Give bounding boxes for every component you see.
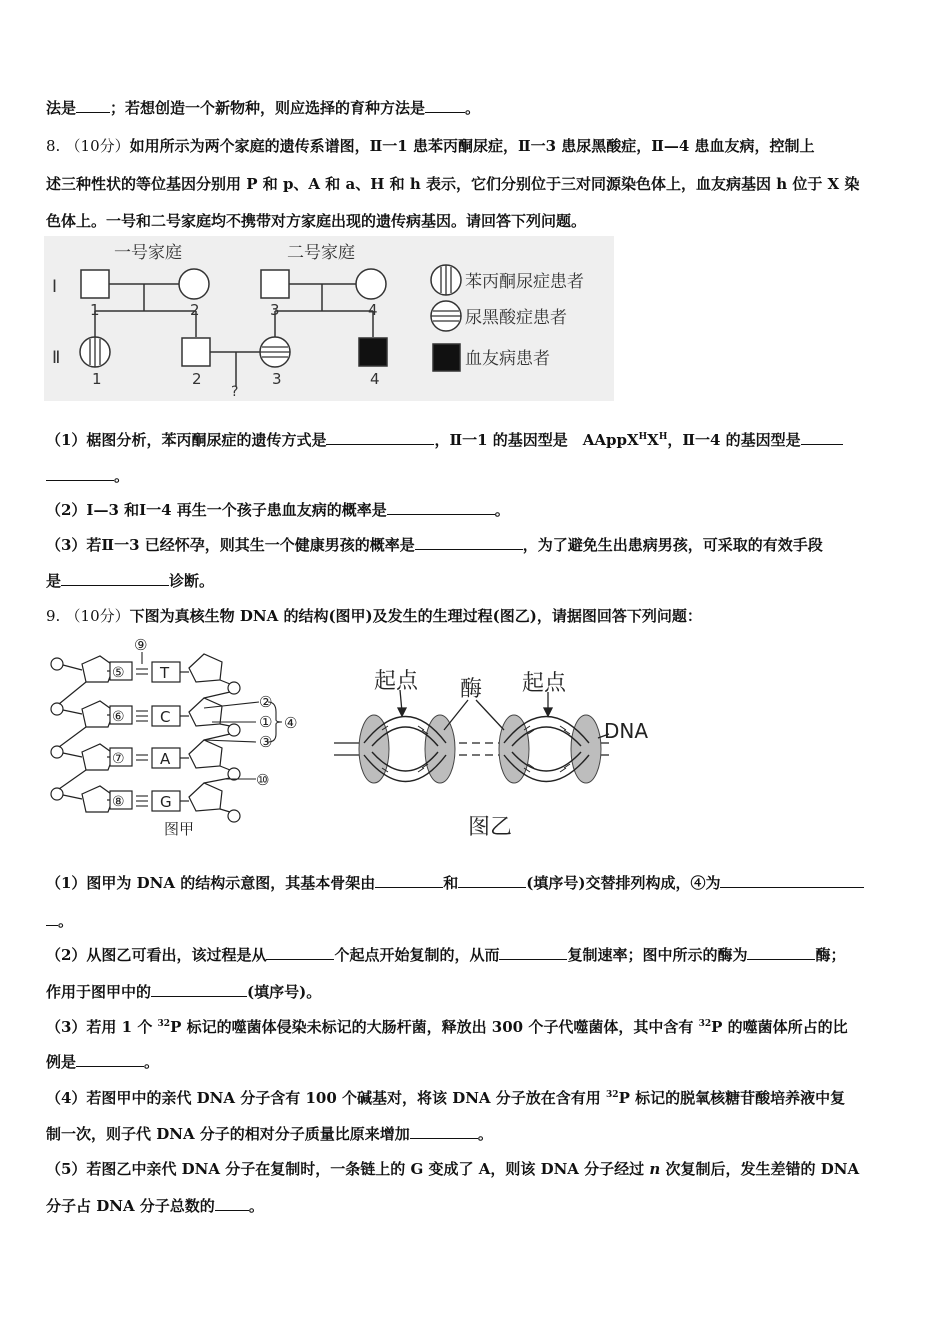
enzyme-label: 酶: [460, 677, 483, 702]
svg-text:⑨: ⑨: [134, 636, 148, 654]
svg-text:⑩: ⑩: [256, 771, 270, 789]
q8-sub1: （1）椐图分析，苯丙酮尿症的遗传方式是 ，Ⅱ一1 的基因型是 $AAppX^HX^H$，Ⅱ一4 的基因型是: [46, 430, 843, 450]
svg-text:T: T: [160, 664, 170, 682]
svg-text:3: 3: [272, 370, 282, 388]
svg-text:1: 1: [90, 301, 100, 319]
svg-text:3: 3: [270, 301, 280, 319]
family1-label: 一号家庭: [114, 243, 182, 263]
text-line-0: 法是 ；若想创造一个新物种，则应选择的育种方法是 。: [46, 99, 481, 117]
legend-hemo-symbol: [433, 344, 460, 371]
legend-pku-label: 苯丙酮尿症患者: [465, 272, 584, 292]
I-2-female: [179, 269, 209, 299]
svg-text:⑥: ⑥: [112, 709, 125, 725]
q9-line-1: 9. （10分）下图为真核生物 DNA 的结构(图甲)及发生的生理过程(图乙)，请据图回答下列问题：: [46, 607, 702, 625]
I-3-male: [261, 270, 289, 298]
svg-text:⑦: ⑦: [112, 751, 125, 767]
I-1-male: [81, 270, 109, 298]
q8-sub2: （2）Ⅰ—3 和Ⅰ一4 再生一个孩子患血友病的概率是 。: [46, 501, 510, 519]
svg-text:2: 2: [190, 301, 200, 319]
q8-line-1: 8. （10分）如用所示为两个家庭的遗传系谱图，Ⅱ一1 患苯丙酮尿症，Ⅱ一3 患尿黑酸症，Ⅱ—4 患血友病，控制上: [46, 137, 815, 155]
q9-sub3: （3）若用 1 个 $^{32}$P 标记的噬菌体侵染未标记的大肠杆菌，释放出 300 个子代噬菌体，其中含有 $^{32}$P 的噬菌体所占的比: [46, 1018, 848, 1036]
figure-b-caption: 图乙: [468, 815, 513, 840]
svg-text:②: ②: [259, 693, 273, 711]
svg-text:①: ①: [259, 713, 273, 731]
q9-sub4: （4）若图甲中的亲代 DNA 分子含有 100 个碱基对，将该 DNA 分子放在含有用 $^{32}$P 标记的脱氧核糖苷酸培养液中复: [46, 1089, 846, 1107]
svg-text:2: 2: [192, 370, 202, 388]
q8-sub3-cont: 是 诊断。: [46, 572, 215, 590]
svg-text:A: A: [160, 750, 171, 768]
q9-sub4-cont: 制一次，则子代 DNA 分子的相对分子质量比原来增加 。: [46, 1125, 493, 1143]
pedigree-chart: [44, 236, 614, 401]
svg-text:③: ③: [259, 733, 273, 751]
svg-text:1: 1: [92, 370, 102, 388]
gen2-label: Ⅱ: [52, 348, 61, 368]
q9-sub5-cont: 分子占 DNA 分子总数的 。: [46, 1197, 264, 1215]
II-2-male: [182, 338, 210, 366]
dna-structure-figure: [44, 634, 334, 844]
figure-a-caption: 图甲: [164, 820, 195, 838]
q8-line-3: 色体上。一号和二号家庭均不携带对方家庭出现的遗传病基因。请回答下列问题。: [46, 212, 587, 230]
II-4-male-hemo: [359, 338, 387, 366]
svg-text:C: C: [160, 708, 171, 726]
q8-sub3: （3）若Ⅱ一3 已经怀孕，则其生一个健康男孩的概率是 ，为了避免生出患病男孩，可采取的有效手段: [46, 536, 823, 554]
svg-text:4: 4: [368, 301, 378, 319]
svg-text:⑤: ⑤: [112, 665, 125, 681]
q8-sub1-cont: 。: [46, 466, 129, 486]
q8-line-2: 述三种性状的等位基因分别用 P 和 p、A 和 a、H 和 h 表示，它们分别位于三对同源染色体上，血友病基因 h 位于 X 染: [46, 175, 860, 193]
gen1-label: Ⅰ: [52, 277, 58, 297]
origin-left-label: 起点: [374, 669, 419, 694]
dna-label: DNA: [604, 719, 649, 743]
svg-text:⑧: ⑧: [112, 794, 125, 810]
legend-hemo-label: 血友病患者: [465, 349, 550, 369]
q9-sub5: （5）若图乙中亲代 DNA 分子在复制时，一条链上的 G 变成了 A，则该 DNA 分子经过 n 次复制后，发生差错的 DNA: [46, 1160, 860, 1178]
unknown-child: ?: [231, 384, 239, 400]
q9-sub1-cont: 。: [46, 911, 73, 931]
dna-replication-figure: [334, 660, 674, 845]
q9-sub2-cont: 作用于图甲中的 (填序号)。: [46, 983, 322, 1001]
q9-sub1: （1）图甲为 DNA 的结构示意图，其基本骨架由 和 (填序号)交替排列构成，④为: [46, 873, 864, 893]
legend-alk-label: 尿黑酸症患者: [465, 308, 567, 328]
svg-text:G: G: [160, 793, 172, 811]
origin-right-label: 起点: [522, 671, 567, 696]
I-4-female: [356, 269, 386, 299]
svg-text:④: ④: [284, 714, 298, 732]
family2-label: 二号家庭: [287, 243, 355, 263]
q9-sub3-cont: 例是 。: [46, 1053, 160, 1071]
q9-sub2: （2）从图乙可看出，该过程是从 个起点开始复制的，从而 复制速率；图中所示的酶为 酶；: [46, 946, 846, 964]
svg-text:4: 4: [370, 370, 380, 388]
